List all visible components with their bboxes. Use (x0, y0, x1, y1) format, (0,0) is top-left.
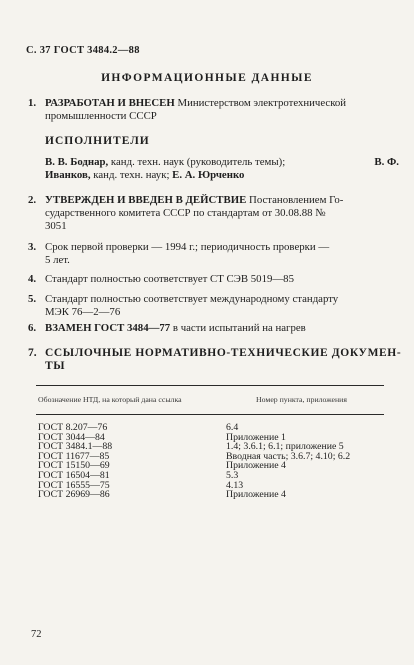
table-row: ГОСТ 3484.1—88 1.4; 3.6.1; 6.1; приложение 5 (38, 441, 344, 453)
table-row: ГОСТ 26969—86 Приложение 4 (38, 489, 286, 501)
item-7: 7. ССЫЛОЧНЫЕ НОРМАТИВНО-ТЕХНИЧЕСКИЕ ДОКУМЕН- ТЫ (28, 347, 402, 372)
item-4: 4. Стандарт полностью соответствует СТ СЭВ 5019—85 (28, 273, 294, 285)
item-2: 2. УТВЕРЖДЕН И ВВЕДЕН В ДЕЙСТВИЕ Постановлением Го- сударственного комитета СССР по стандартам от 30.08.88 № 3051 (28, 194, 344, 232)
executors-heading: ИСПОЛНИТЕЛИ (45, 135, 150, 147)
item-bold-lead: РАЗРАБОТАН И ВНЕСЕН (45, 97, 175, 109)
table-row: ГОСТ 8.207—76 6.4 (38, 422, 239, 433)
references-table (36, 423, 384, 500)
table-header-doc: Обозначение НТД, на который дана ссылка (38, 395, 182, 404)
page-header: С. 37 ГОСТ 3484.2—88 (26, 45, 140, 56)
table-row: ГОСТ 3044—84 Приложение 1 (38, 431, 286, 443)
table-row: ГОСТ 15150—69 Приложение 4 (38, 460, 286, 472)
page-number: 72 (31, 629, 42, 640)
item-number: 1. (28, 97, 37, 109)
item-3: 3. Срок первой проверки — 1994 г.; периодичность проверки — 5 лет. (28, 241, 330, 266)
table-header-rule (36, 414, 384, 415)
table-header-ref: Номер пункта, приложения (256, 395, 347, 404)
item-5: 5. Стандарт полностью соответствует международному стандарту МЭК 76—2—76 (28, 293, 339, 318)
executors-list: В. В. Боднар, канд. техн. наук (руководитель темы); В. Ф. Иванков, канд. техн. наук; Е. А. Юрченко (45, 156, 399, 181)
table-row: ГОСТ 16555—75 4.13 (38, 479, 244, 491)
page-title: ИНФОРМАЦИОННЫЕ ДАННЫЕ (101, 72, 313, 84)
item-text: РАЗРАБОТАН И ВНЕСЕН Министерством электротехнической промышленности СССР (45, 97, 347, 122)
table-row: ГОСТ 11677—85 Вводная часть; 3.6.7; 4.10; 6.2 (38, 450, 351, 462)
item-6: 6. ВЗАМЕН ГОСТ 3484—77 в части испытаний на нагрев (28, 322, 306, 334)
table-top-rule (36, 385, 384, 386)
table-row: ГОСТ 16504—81 5.3 (38, 469, 239, 481)
item-1 (28, 97, 400, 125)
